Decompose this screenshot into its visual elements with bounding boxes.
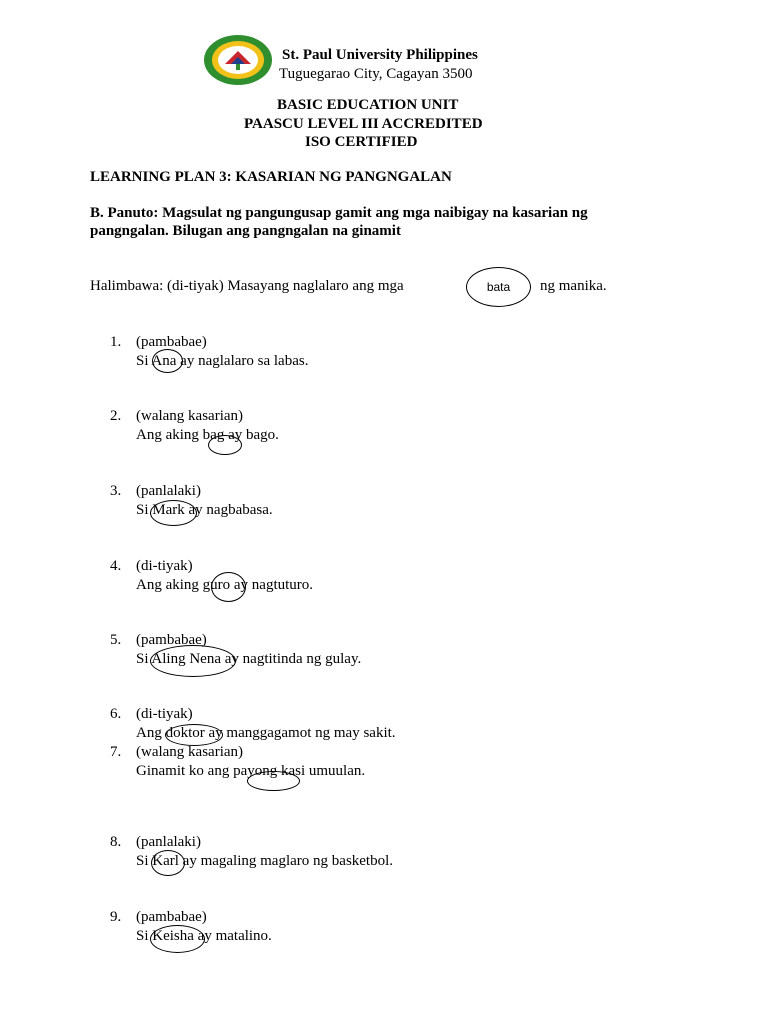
unit-name: BASIC EDUCATION UNIT	[277, 97, 459, 113]
item-9-circle	[150, 925, 205, 953]
item-4-circle	[211, 572, 246, 602]
item-1-sentence: Si Ana ay naglalaro sa labas.	[136, 353, 309, 369]
item-1-category: (pambabae)	[136, 334, 207, 350]
item-9-category: (pambabae)	[136, 909, 207, 925]
example-circled-text: bata	[486, 280, 511, 294]
accreditation: PAASCU LEVEL III ACCREDITED	[244, 116, 483, 132]
item-5-circle	[150, 645, 236, 677]
item-5-sentence: Si Aling Nena ay nagtitinda ng gulay.	[136, 651, 362, 667]
item-2-category: (walang kasarian)	[136, 408, 244, 424]
item-3-category: (panlalaki)	[136, 483, 201, 499]
item-3-circle	[150, 500, 197, 526]
item-6-circle	[165, 724, 223, 746]
example-suffix: ng manika.	[540, 278, 607, 294]
certification: ISO CERTIFIED	[305, 134, 418, 150]
item-3-sentence: Si Mark ay nagbabasa.	[136, 502, 273, 518]
item-4-category: (di-tiyak)	[136, 558, 193, 574]
item-3-number: 3.	[110, 483, 122, 499]
school-name: St. Paul University Philippines	[282, 47, 478, 63]
school-seal-logo	[203, 34, 273, 86]
item-9-sentence: Si Keisha ay matalino.	[136, 928, 272, 944]
item-2-circle	[208, 435, 242, 455]
item-8-sentence: Si Karl ay magaling maglaro ng basketbol.	[136, 853, 394, 869]
item-8-category: (panlalaki)	[136, 834, 201, 850]
example-prefix: Halimbawa: (di-tiyak) Masayang naglalaro ang mga	[90, 278, 404, 294]
item-8-circle	[151, 850, 185, 876]
item-2-sentence: Ang aking bag ay bago.	[136, 427, 279, 443]
item-6-number: 6.	[110, 706, 122, 722]
page-title: LEARNING PLAN 3: KASARIAN NG PANGNGALAN	[90, 169, 452, 185]
item-9-number: 9.	[110, 909, 122, 925]
item-7-category: (walang kasarian)	[136, 744, 244, 760]
item-7-circle	[247, 771, 300, 791]
item-7-number: 7.	[110, 744, 122, 760]
item-6-sentence: Ang doktor ay manggagamot ng may sakit.	[136, 725, 396, 741]
item-1-number: 1.	[110, 334, 122, 350]
item-7-sentence: Ginamit ko ang payong kasi umuulan.	[136, 763, 366, 779]
item-4-number: 4.	[110, 558, 122, 574]
school-address: Tuguegarao City, Cagayan 3500	[279, 66, 473, 82]
item-1-circle	[152, 349, 183, 373]
item-2-number: 2.	[110, 408, 122, 424]
instructions-line-2: pangngalan. Bilugan ang pangngalan na ginamit	[90, 223, 401, 239]
item-6-category: (di-tiyak)	[136, 706, 193, 722]
item-4-sentence: Ang aking guro ay nagtuturo.	[136, 577, 314, 593]
item-8-number: 8.	[110, 834, 122, 850]
item-5-category: (pambabae)	[136, 632, 207, 648]
item-5-number: 5.	[110, 632, 122, 648]
example-circled-word	[466, 267, 531, 307]
instructions-line-1: B. Panuto: Magsulat ng pangungusap gamit ang mga naibigay na kasarian ng	[90, 205, 588, 221]
